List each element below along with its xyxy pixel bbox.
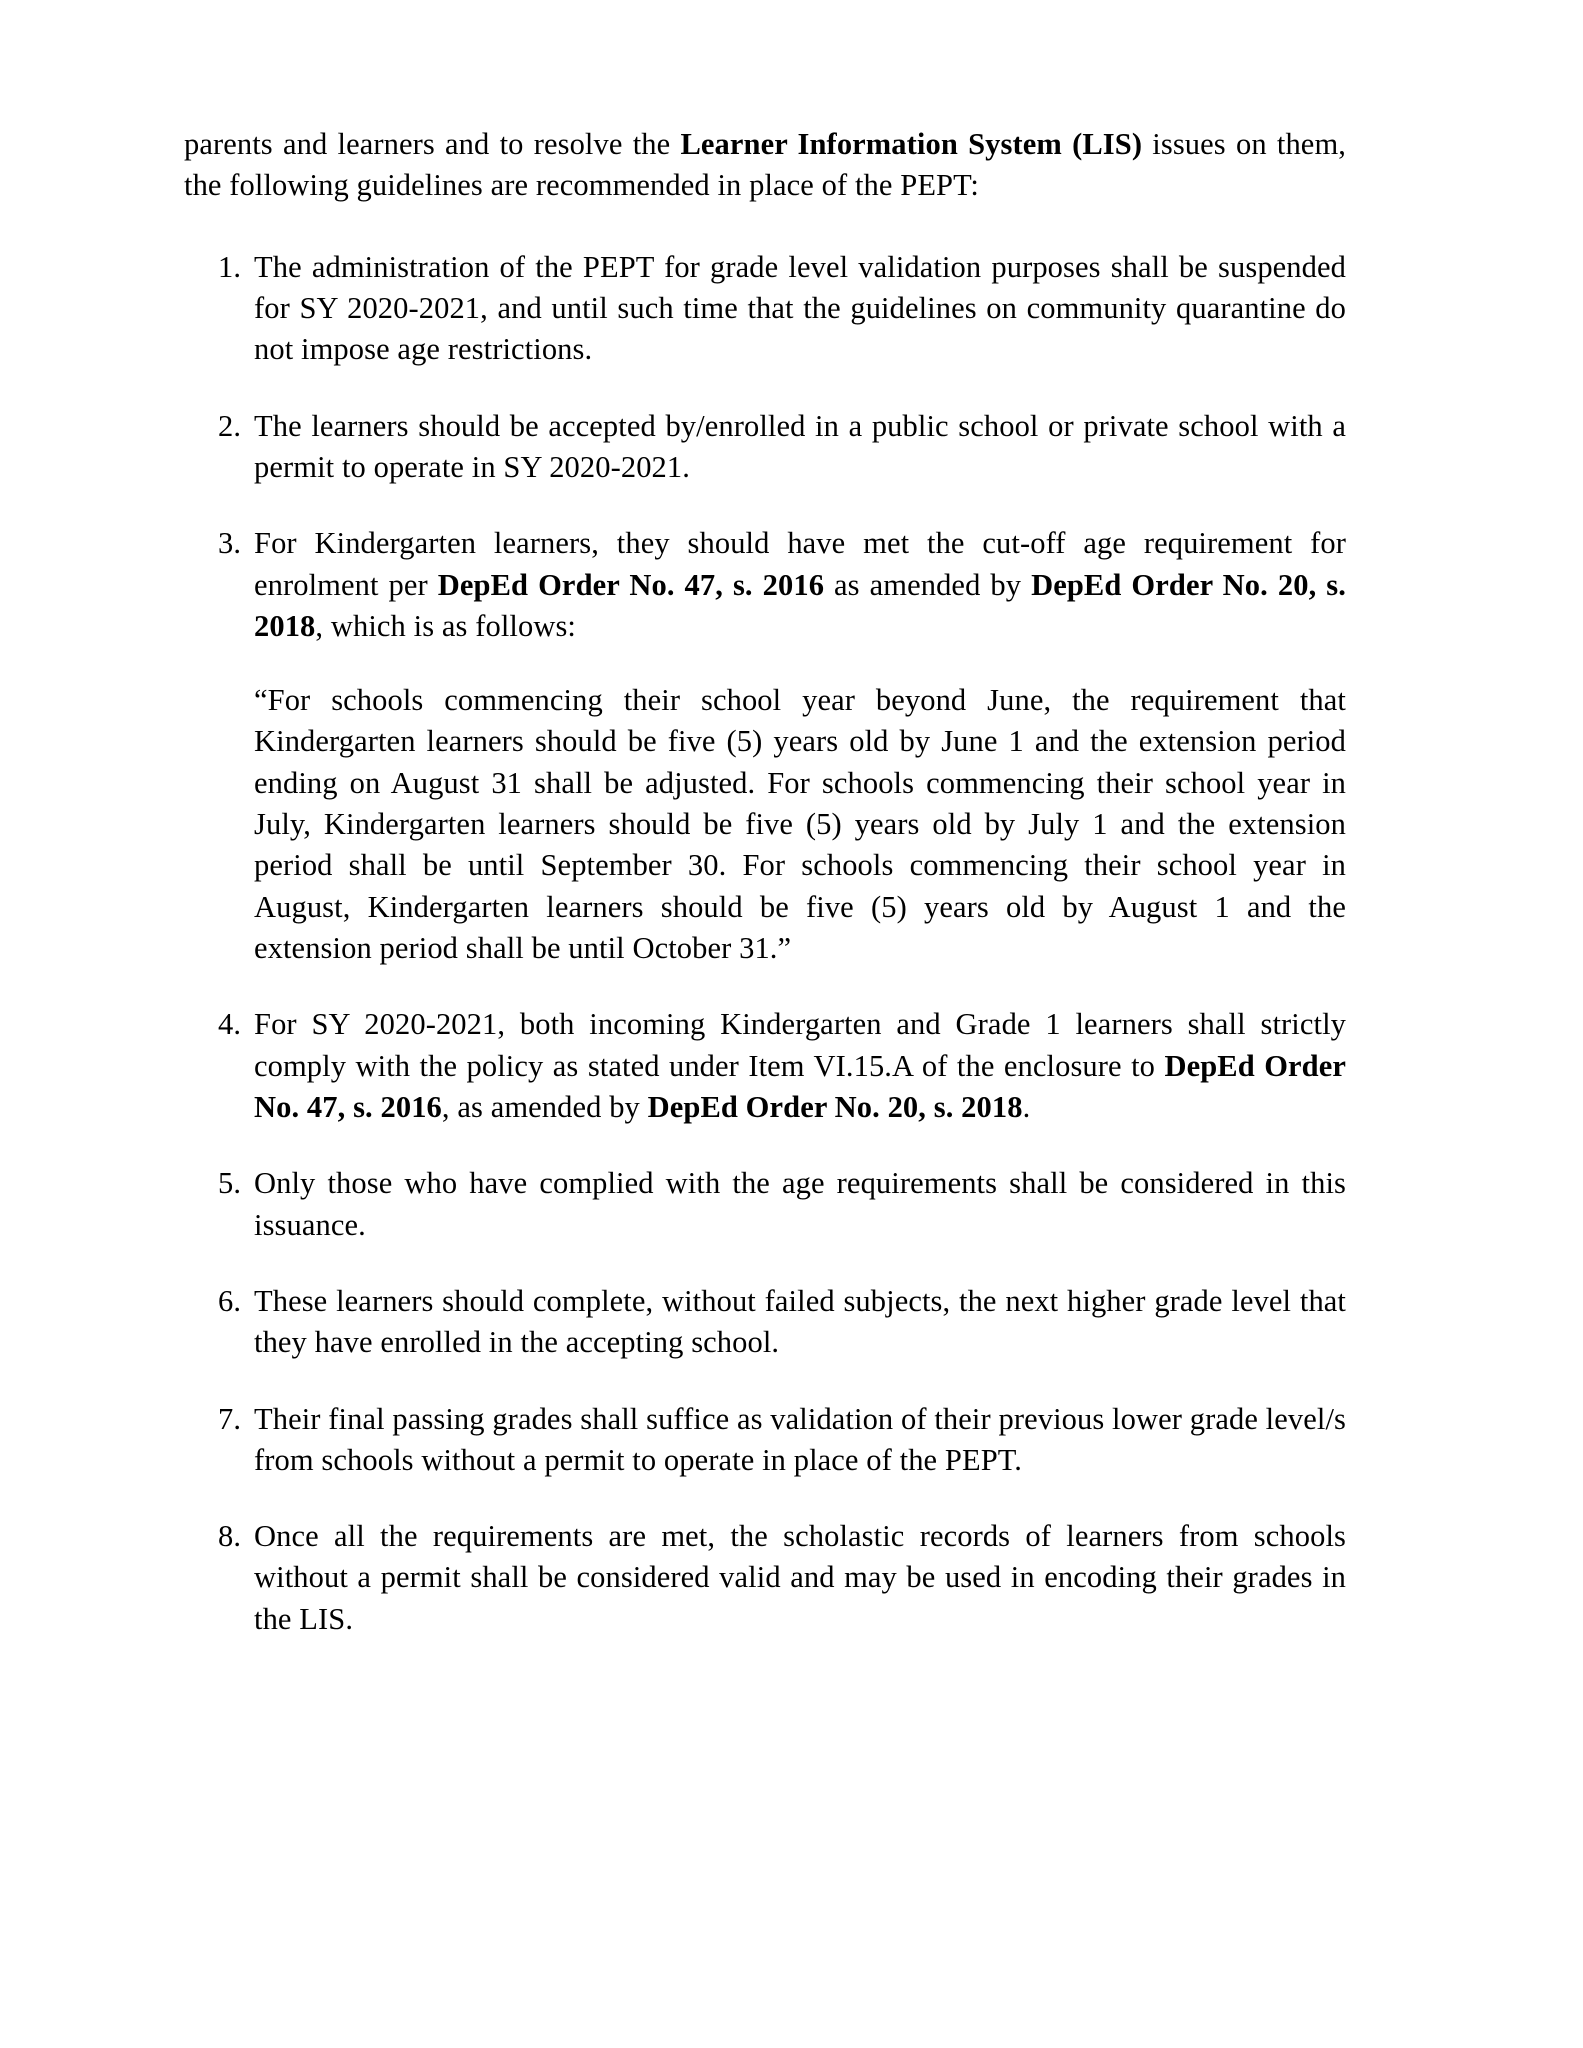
- list-item-text: Once all the requirements are met, the scholastic records of learners from schools without a permit shall be considered valid and may be used in encoding their grades in the LIS.: [254, 1519, 1346, 1636]
- list-item-marker: 5.: [218, 1166, 242, 1201]
- list-item-segment: For SY 2020-2021, both incoming Kindergarten and Grade 1 learners shall strictly comply with the policy as stated under Item VI.15.A of the enclosure to: [254, 1007, 1346, 1083]
- list-item: [184, 1163, 1346, 1246]
- guidelines-list: [184, 247, 1346, 1640]
- deped-order-20-reference: DepEd Order No. 20, s. 2018: [254, 567, 1346, 643]
- list-item: [184, 1004, 1346, 1128]
- list-item-text: These learners should complete, without failed subjects, the next higher grade level that they have enrolled in the accepting school.: [254, 1283, 1346, 1360]
- list-item: [184, 523, 1346, 969]
- quoted-policy-text: “For schools commencing their school year beyond June, the requirement that Kindergarten learners should be five (5) years old by June 1 and the extension period ending on August 31 shall be adjusted. For schools commencing their school year in July, Kindergarten learners should be five (5) years old by July 1 and the extension period shall be until September 30. For schools commencing their school year in August, Kindergarten learners should be five (5) years old by August 1 and the extension period shall be until October 31.”: [254, 683, 1346, 965]
- page-content: [184, 124, 1346, 1640]
- list-item: [184, 406, 1346, 489]
- list-item-text: [254, 526, 1346, 643]
- intro-text-after-bold: issues on them, the following guidelines are recommended in place of the PEPT:: [184, 127, 1346, 203]
- list-item-segment: , which is as follows:: [315, 608, 576, 643]
- deped-order-20-reference: DepEd Order No. 20, s. 2018: [647, 1089, 1023, 1124]
- list-item-marker: 1.: [218, 249, 242, 284]
- list-item-text: Only those who have complied with the age requirements shall be considered in this issuance.: [254, 1166, 1346, 1242]
- list-item: [184, 247, 1346, 371]
- list-item-text: The administration of the PEPT for grade level validation purposes shall be suspended for SY 2020-2021, and until such time that the guidelines on community quarantine do not impose age restrictions.: [254, 249, 1346, 367]
- list-item: [184, 1399, 1346, 1482]
- list-item-marker: 8.: [218, 1519, 242, 1554]
- list-item-segment: For Kindergarten learners, they should have met the cut-off age requirement for enrolment per: [254, 526, 1346, 602]
- deped-order-47-reference: DepEd Order No. 47, s. 2016: [254, 1048, 1346, 1124]
- list-item-text: Their final passing grades shall suffice as validation of their previous lower grade level/s from schools without a permit to operate in place of the PEPT.: [254, 1401, 1346, 1477]
- list-item-marker: 7.: [218, 1401, 242, 1436]
- list-item: [184, 1516, 1346, 1640]
- list-item-marker: 4.: [218, 1007, 242, 1042]
- list-item: [184, 1281, 1346, 1364]
- intro-text-before-bold: parents and learners and to resolve the: [184, 127, 681, 161]
- deped-order-47-reference: DepEd Order No. 47, s. 2016: [437, 567, 825, 602]
- list-item-text: The learners should be accepted by/enrolled in a public school or private school with a permit to operate in SY 2020-2021.: [254, 408, 1346, 484]
- list-item-segment: .: [1022, 1089, 1031, 1124]
- list-item-segment: as amended by: [824, 567, 1032, 602]
- intro-paragraph: [184, 124, 1346, 207]
- list-item-segment: , as amended by: [441, 1089, 648, 1124]
- intro-bold-term: Learner Information System (LIS): [680, 127, 1143, 161]
- list-item-marker: 2.: [218, 408, 242, 443]
- list-item-marker: 3.: [218, 526, 242, 561]
- list-item-text: [254, 1007, 1346, 1124]
- list-item-marker: 6.: [218, 1283, 242, 1318]
